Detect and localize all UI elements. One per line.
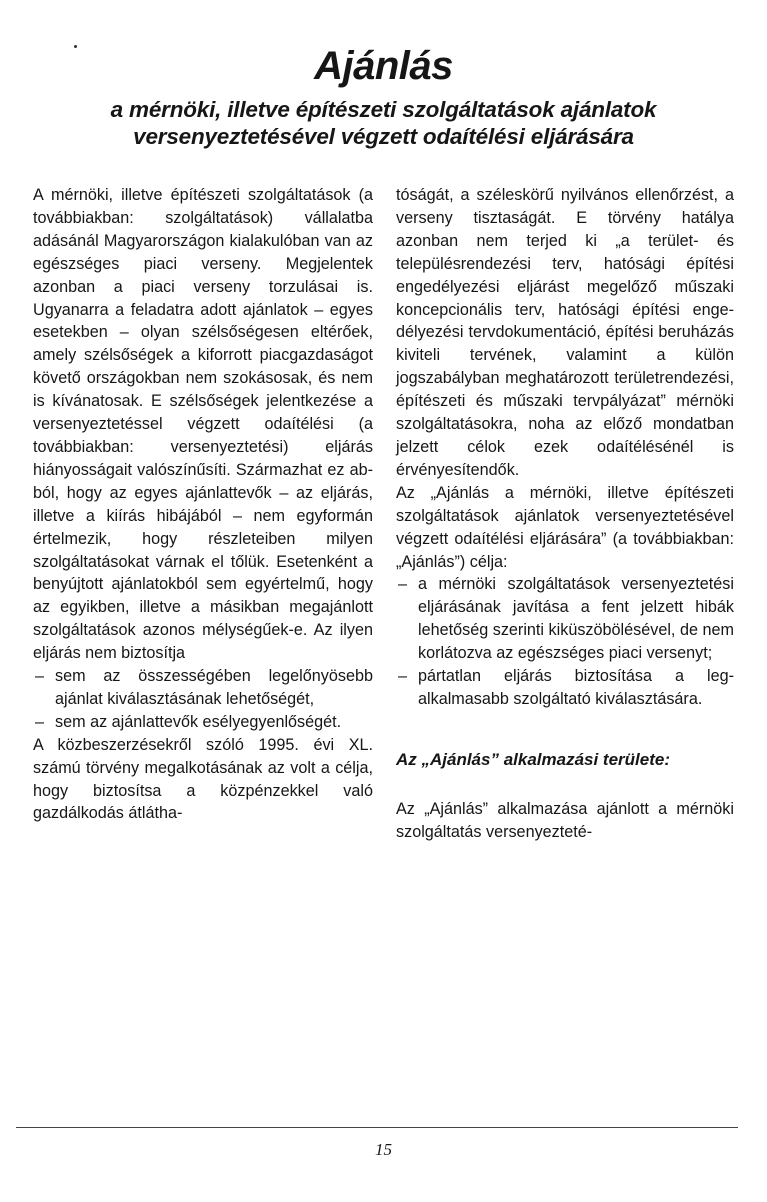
right-bullet-list	[396, 573, 734, 710]
bullet-dash: –	[35, 667, 45, 686]
bullet-dash: –	[35, 712, 45, 731]
left-bullet-item	[33, 665, 373, 711]
bullet-dash: –	[398, 667, 408, 686]
left-paragraph-1: A mérnöki, illetve építészeti szolgáltatások (a továbbiakban: szolgáltatások) vállalatba adásánál Magyarországon kialakulóban van az egészséges piaci verseny. Megjelentek azonban a piaci verseny torzulásai is. Ugyanarra a feladatra adott ajánlatok – egyes esetekben – olyan szélsőségesen eltérőek, amely szélsőségek a kiforrott piacgazdaságot követő országokban nem szokásosak, és nem is kívánatosak. E szélsőségek jelentkezése a versenyeztetéssel végzett odaítélési (a továbbiakban: versenyeztetési) eljárás hiányosságait valószínűsíti. Származhat ez abból, hogy az egyes ajánlattevők – az eljárás, illetve a kiírás hibájából – nem egyformán értelmezik, hogy részleteiben milyen szolgáltatásokat várnak el tőlük. Esetenként a benyújtott ajánlatokból sem egyértelmű, hogy az egyikben, illetve a másikban megajánlott szolgáltatások azonos mélységűek-e. Az ilyen eljárás nem biztosítja	[33, 186, 373, 663]
page-number: 15	[375, 1140, 392, 1159]
right-bullet-item	[396, 665, 734, 711]
right-paragraph-3: Az „Ajánlás” alkalmazása ajánlott a mérnöki szolgáltatás versenyezteté-	[396, 799, 734, 841]
right-paragraph-1: tóságát, a széleskörű nyilvános ellenőrzést, a verseny tisztaságát. E törvény hatálya azonban nem terjed ki „a terület- és településrendezési terv, hatósági építési engedélyezési eljárást megelőző műszaki koncepcionális terv, hatósági építési engedélyezési tervdokumentáció, építési beruházás kiviteli tervének, valamint a külön jogszabályban meghatározott területrendezési, építészeti és műszaki tervpályázat” mérnöki szolgáltatásokra, noha az előző mondatban jelzett célok ezek odaítélésénél is érvényesítendők.	[396, 186, 734, 479]
left-column	[33, 184, 373, 825]
left-bullet-text-1: sem az összességében legelőnyösebb ajánlat kiválasztásának lehetőségét,	[55, 667, 373, 708]
left-bullet-item	[33, 711, 373, 734]
left-bullet-list	[33, 665, 373, 734]
right-bullet-item	[396, 573, 734, 665]
right-column	[396, 184, 734, 844]
document-title: Ajánlás	[314, 44, 453, 88]
document-subtitle: a mérnöki, illetve építészeti szolgáltatások ajánlatok versenyeztetésével végzett odaítélési eljárására	[110, 97, 657, 149]
left-bullet-text-2: sem az ajánlattevők esélyegyenlőségét.	[55, 712, 342, 731]
left-paragraph-2: A közbeszerzésekről szóló 1995. évi XL. számú törvény megalkotásának az volt a célja, hogy biztosítsa a közpénzekkel való gazdálkodás átlátha-	[33, 735, 373, 823]
right-bullet-text-1: a mérnöki szolgáltatások versenyeztetési eljárásának javítása a fent jelzett hibák lehetőség szerinti kiküszöbölésével, de nem korlátozva az egészséges piaci versenyt;	[418, 575, 734, 663]
right-paragraph-2: Az „Ajánlás a mérnöki, illetve építészeti szolgáltatások ajánlatok versenyeztetésével végzett odaítélési eljárására” (a továbbiakban: „Ajánlás”) célja:	[396, 483, 734, 571]
right-bullet-text-2: pártatlan eljárás biztosítása a legalkalmasabb szolgáltató kiválasztására.	[418, 667, 734, 708]
footer-rule	[16, 1127, 738, 1128]
bullet-dash: –	[398, 575, 408, 594]
section-heading: Az „Ajánlás” alkalmazási területe:	[396, 749, 671, 769]
